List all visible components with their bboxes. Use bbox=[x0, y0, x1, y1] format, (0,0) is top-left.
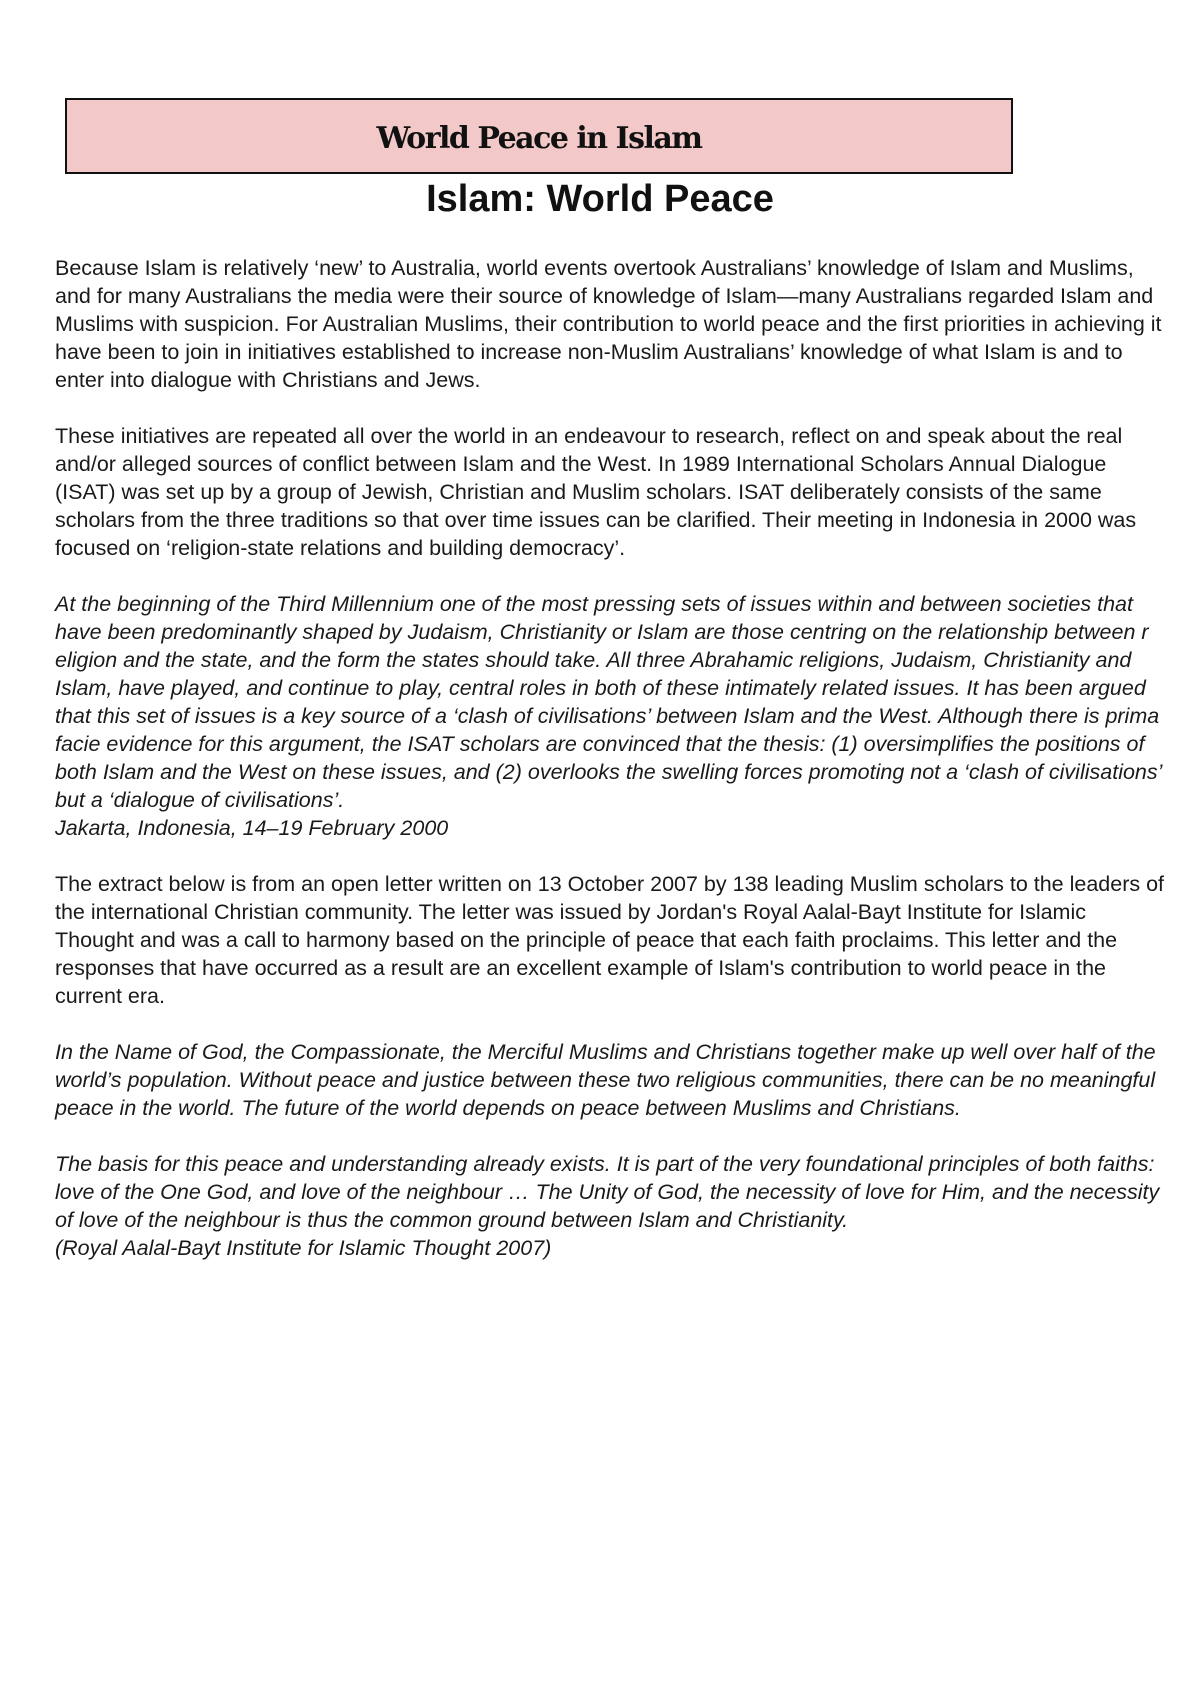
isat-quote-part2: eligion and the state, and the form the states should take. All three Abrahamic religions, Judaism, Christianity and Islam, have played, and continue to play, central roles in both of these intimately related issues. It has been argued that this set of issues is a key source of a ‘clash of civilisations’ between Islam and the West. Although there is prima facie evidence for this argument, the ISAT scholars are convinced that the thesis: (1) oversimplifies the positions of both Islam and the West on these issues, and (2) overlooks the swelling forces promoting not a ‘clash of civilisations’ but a ‘dialogue of civilisations’. bbox=[55, 648, 1162, 812]
document-body bbox=[55, 254, 1165, 1262]
letter-quote-source: (Royal Aalal-Bayt Institute for Islamic Thought 2007) bbox=[55, 1236, 552, 1260]
letter-quote-basis-text: The basis for this peace and understanding already exists. It is part of the very foundational principles of both faiths: love of the One God, and love of the neighbour … The Unity of God, the necessity of love for Him, and the necessity of love of the neighbour is thus the common ground between Islam and Christianity. bbox=[55, 1152, 1160, 1232]
letter-quote-peace: In the Name of God, the Compassionate, the Merciful Muslims and Christians together make up well over half of the world’s population. Without peace and justice between these two religious communities, there can be no meaningful peace in the world. The future of the world depends on peace between Muslims and Christians. bbox=[55, 1040, 1156, 1120]
isat-quote bbox=[55, 590, 1165, 842]
isat-quote-part1: At the beginning of the Third Millennium one of the most pressing sets of issues within and between societies that have been predominantly shaped by Judaism, Christianity or Islam are those centring on the relationship between r bbox=[55, 592, 1149, 644]
page-title: Islam: World Peace bbox=[426, 178, 774, 220]
banner-title: World Peace in Islam bbox=[376, 120, 702, 156]
spacer bbox=[55, 842, 1165, 870]
paragraph-initiatives: These initiatives are repeated all over the world in an endeavour to research, reflect on and speak about the real and/or alleged sources of conflict between Islam and the West. In 1989 International Scholars Annual Dialogue (ISAT) was set up by a group of Jewish, Christian and Muslim scholars. ISAT deliberately consists of the same scholars from the three traditions so that over time issues can be clarified. Their meeting in Indonesia in 2000 was focused on ‘religion-state relations and building democracy’. bbox=[55, 424, 1137, 560]
paragraph-open-letter: The extract below is from an open letter written on 13 October 2007 by 138 leading Muslim scholars to the leaders of the international Christian community. The letter was issued by Jordan's Royal Aalal-Bayt Institute for Islamic Thought and was a call to harmony based on the principle of peace that each faith proclaims. This letter and the responses that have occurred as a result are an excellent example of Islam's contribution to world peace in the current era. bbox=[55, 872, 1165, 1008]
letter-quote-basis bbox=[55, 1150, 1165, 1262]
title-banner bbox=[65, 98, 1013, 174]
paragraph-intro: Because Islam is relatively ‘new’ to Australia, world events overtook Australians’ knowledge of Islam and Muslims, and for many Australians the media were their source of knowledge of Islam—many Australians regarded Islam and Muslims with suspicion. For Australian Muslims, their contribution to world peace and the first priorities in achieving it have been to join in initiatives established to increase non-Muslim Australians’ knowledge of what Islam is and to enter into dialogue with Christians and Jews. bbox=[55, 256, 1162, 392]
isat-quote-source: Jakarta, Indonesia, 14–19 February 2000 bbox=[55, 816, 449, 840]
